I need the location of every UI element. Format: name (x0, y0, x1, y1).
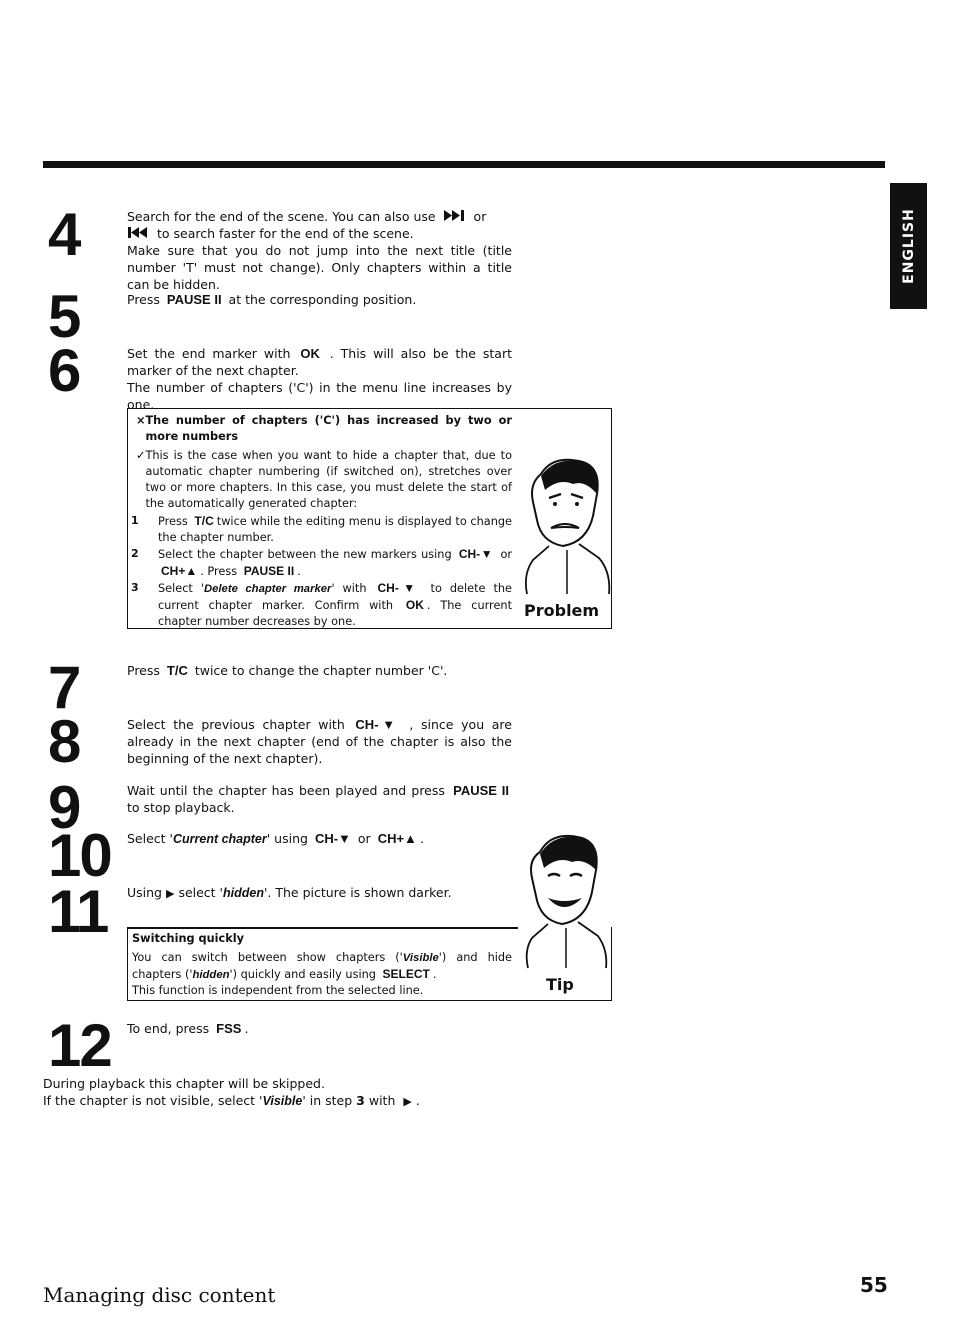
key-label: PAUSE II (453, 783, 509, 798)
key-label: PAUSE II (166, 292, 222, 307)
step-number: 8 (48, 708, 80, 775)
step-5-text: Press PAUSE II at the corresponding position. (127, 292, 417, 307)
key-label: CH+▲ (377, 831, 417, 846)
page-number: 55 (860, 1273, 888, 1297)
tip-title: Switching quickly (132, 932, 244, 945)
step-10-text: Select 'Current chapter' using CH-▼ or CH+▲ . (127, 831, 424, 846)
problem-box (127, 408, 612, 629)
closing-text: During playback this chapter will be skipped. If the chapter is not visible, select 'Visible' in step 3 with ▶ . (43, 1076, 420, 1108)
step-number: 9 (48, 774, 80, 841)
key-label: FSS (216, 1021, 242, 1036)
key-label: OK (300, 346, 320, 361)
key-label: CH-▼ (314, 831, 351, 846)
key-label: CH-▼ (355, 717, 399, 732)
step-number: 10 (48, 822, 111, 889)
cross-icon: × (136, 414, 146, 427)
step-number: 6 (48, 337, 80, 404)
step-8-text: Select the previous chapter with CH-▼ , since you are already in the next chapter (end of the chapter is also the beginning of the next chapter). (127, 717, 512, 766)
problem-label: Problem (524, 601, 600, 620)
step-6-text: Set the end marker with OK . This will also be the start marker of the next chapter. The number of chapters ('C') in the menu line increases by one. (127, 346, 512, 412)
tip-box (127, 927, 612, 1001)
header-rule (43, 161, 885, 168)
problem-content: × The number of chapters ('C') has increased by two or more numbers ✓ This is the case when you want to hide a chapter that, due to automatic chapter numbering (if switched on), stretches over two or more chapters. In this case, you must delete the start of the automatically generated chapter: 1 Press T/C twice while the editing menu is displayed to change the chapter number. 2 Select the chapter between the new markers using CH-▼ or CH+▲ . Press PAUSE II . 3 Select 'Delete chapter marker' with CH-▼ to delete the current chapter marker. Confirm with OK . The current chapter number decreases by one. (131, 414, 513, 628)
right-arrow-icon: ▶ (165, 887, 175, 900)
step-number: 12 (48, 1012, 111, 1079)
next-icon (444, 210, 466, 221)
key-label: T/C (166, 663, 188, 678)
previous-icon (127, 227, 149, 238)
step-number: 7 (48, 654, 80, 721)
step-number: 11 (48, 878, 108, 945)
language-tab: ENGLISH (890, 183, 927, 309)
tip-label: Tip (546, 975, 574, 994)
step-9-text: Wait until the chapter has been played and press PAUSE II to stop playback. (127, 783, 509, 815)
step-11-text: Using ▶ select 'hidden'. The picture is shown darker. (127, 885, 452, 900)
problem-title: The number of chapters ('C') has increased by two or more numbers (145, 414, 512, 443)
problem-intro: This is the case when you want to hide a chapter that, due to automatic chapter numbering (if switched on), stretches over two or more chapters. In this case, you must delete the start of the automatically generated chapter: (145, 449, 512, 510)
step-number: 5 (48, 283, 80, 350)
step-number: 4 (48, 201, 80, 268)
tip-box-top-rule (128, 927, 518, 929)
footer-section-title: Managing disc content (43, 1283, 276, 1307)
step-7-text: Press T/C twice to change the chapter number 'C'. (127, 663, 448, 678)
step-12-text: To end, press FSS . (127, 1021, 249, 1036)
right-arrow-icon: ▶ (403, 1095, 412, 1108)
problem-cartoon-icon (523, 454, 611, 596)
tip-content: Switching quickly You can switch between show chapters ('Visible') and hide chapters ('hidden') quickly and easily using SELECT . This function is independent from the selected line. (132, 932, 512, 997)
step-4-text: Search for the end of the scene. You can also use or to search faster for the end of the scene. Make sure that you do not jump into the next title (title number 'T' must not change). Only chapters within a title can be hidden. (127, 209, 512, 292)
check-icon: ✓ (136, 449, 146, 462)
